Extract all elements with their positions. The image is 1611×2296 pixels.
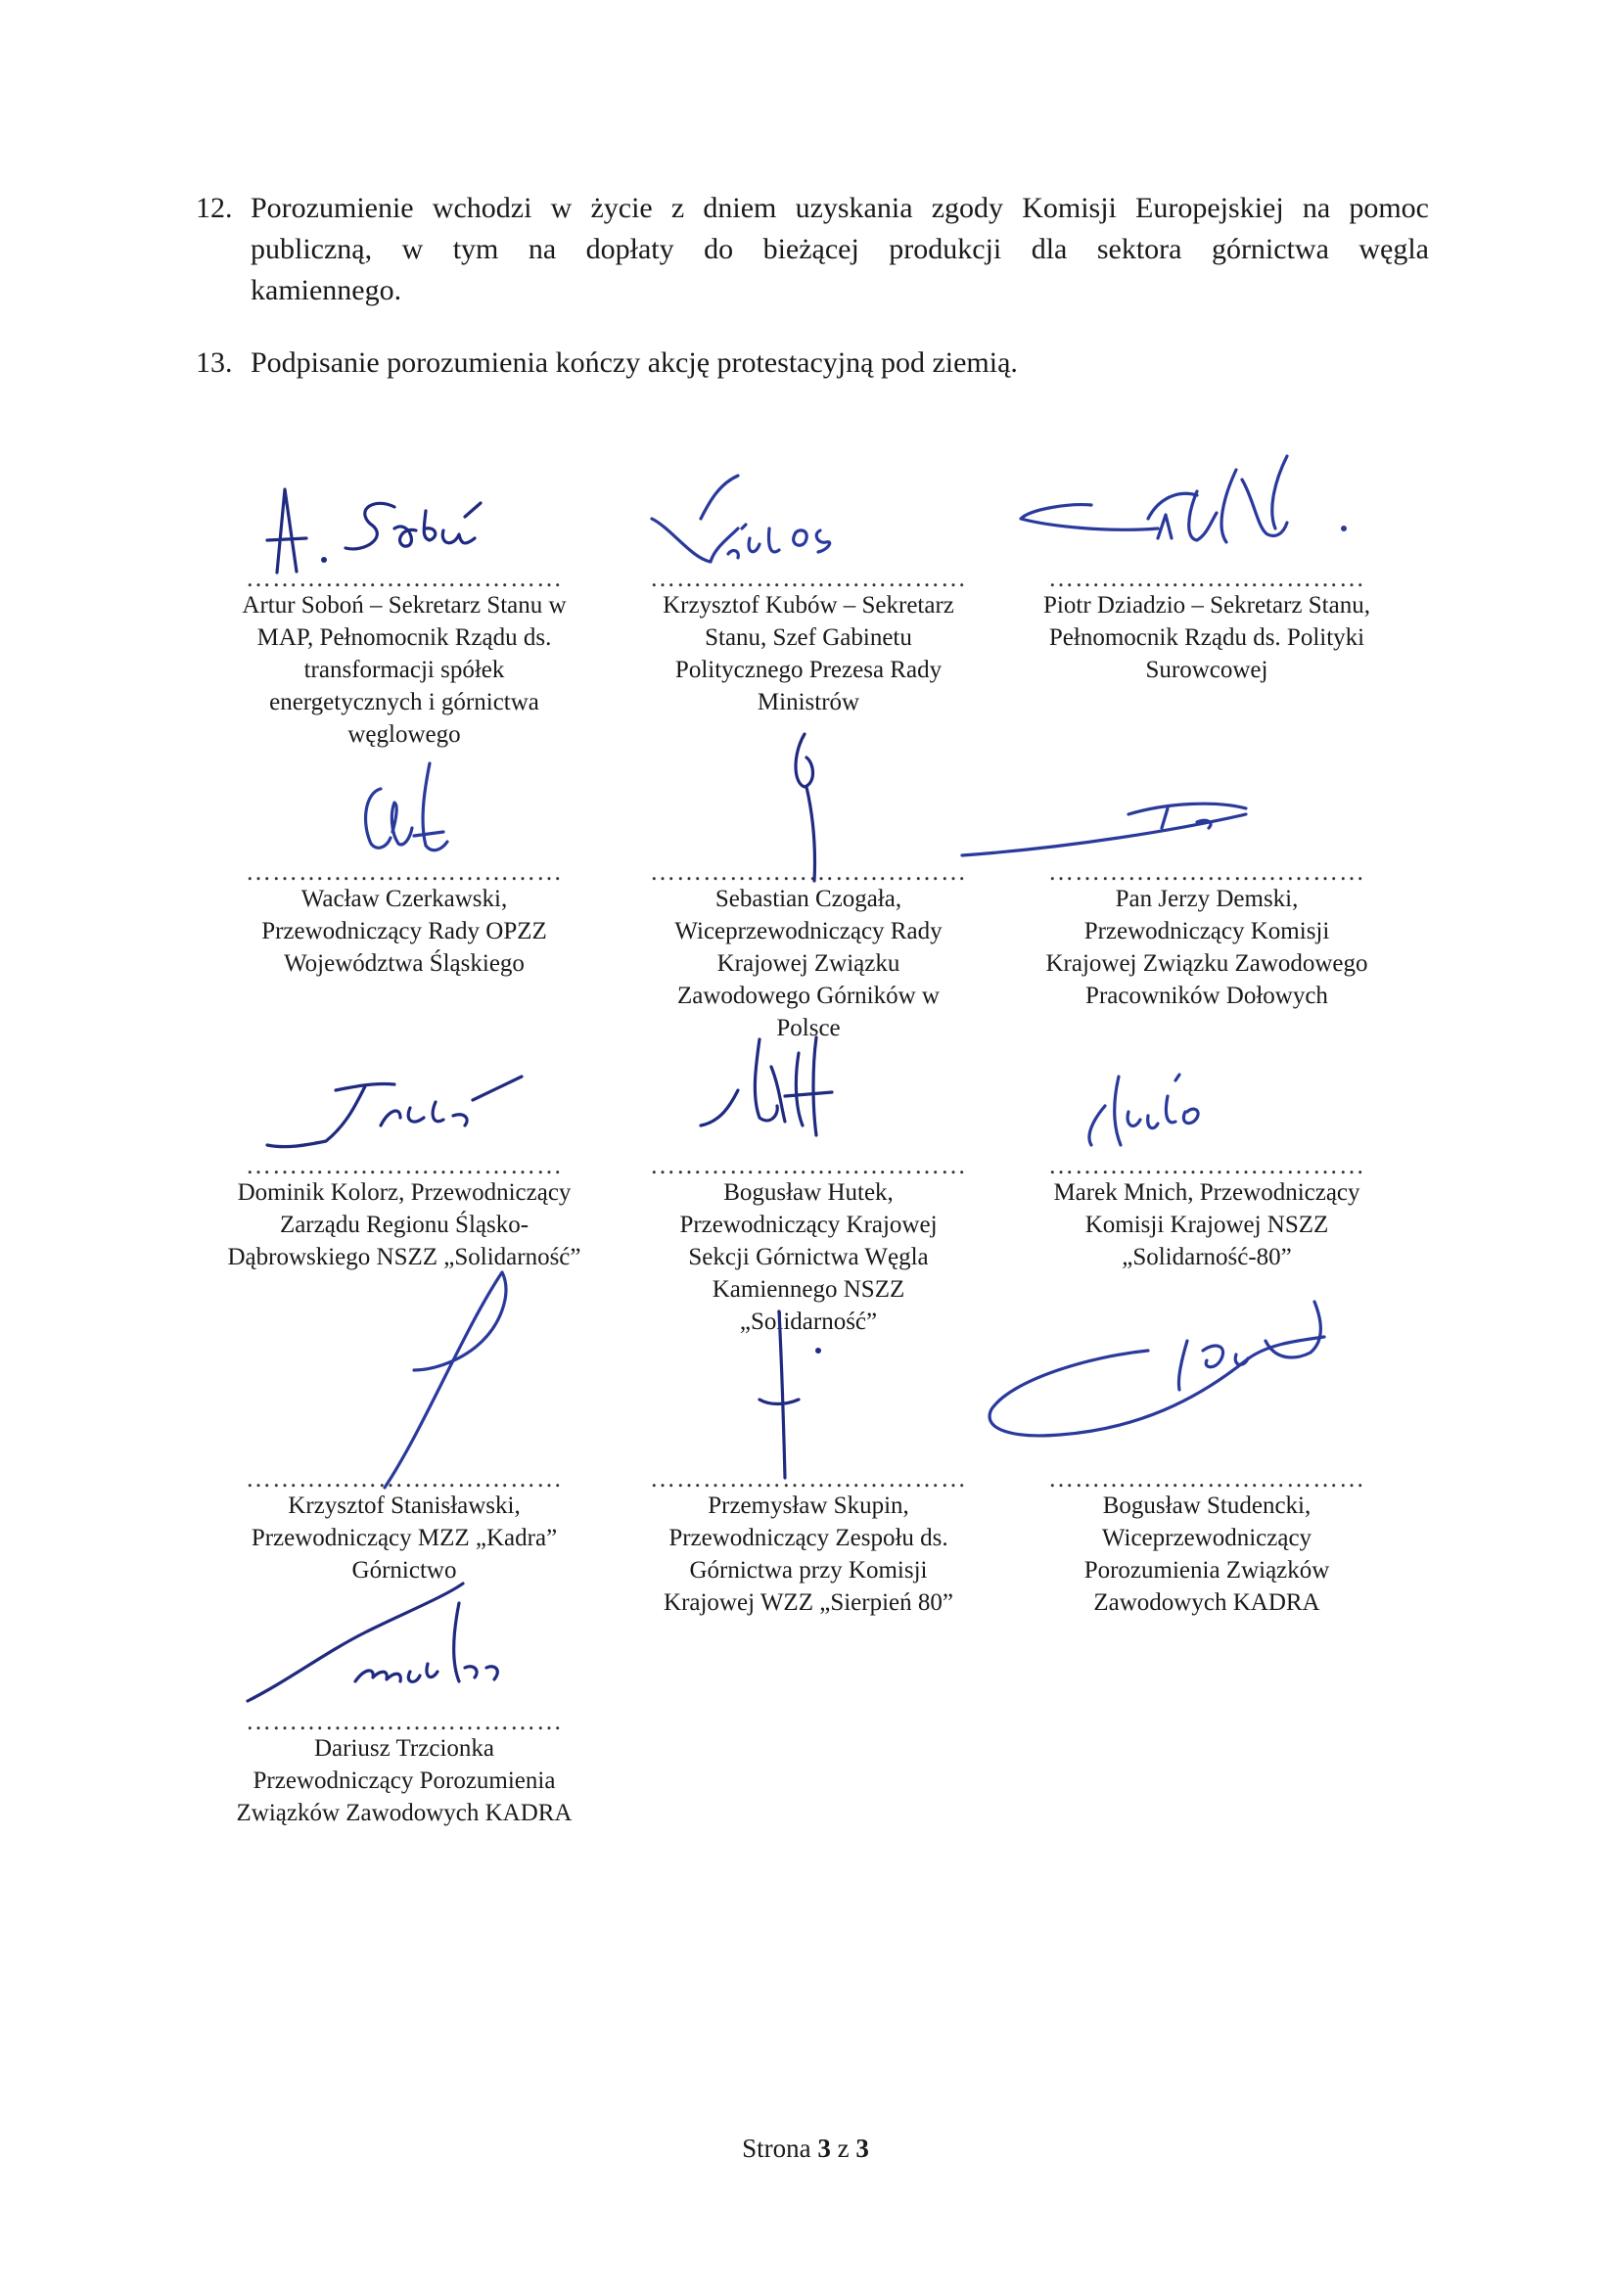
caption-line: Górnictwa przy Komisji — [689, 1557, 928, 1584]
point-text — [251, 343, 1429, 384]
page-separator: z — [837, 2134, 850, 2163]
signatory-caption — [1011, 1490, 1403, 1619]
caption-line: Przemysław Skupin, — [708, 1492, 909, 1519]
handwritten-signature — [208, 1047, 600, 1165]
signature-line: ……………………………… — [246, 857, 563, 886]
signatory-caption — [1011, 1176, 1403, 1273]
handwritten-signature — [613, 1028, 1004, 1165]
total-pages-number: 3 — [855, 2134, 869, 2163]
signatory-caption — [208, 1490, 600, 1586]
caption-line: Dominik Kolorz, Przewodniczący — [237, 1179, 572, 1206]
caption-line: Krajowej Związku — [716, 950, 900, 977]
handwritten-signature — [208, 1574, 600, 1711]
signatory-caption — [1011, 589, 1403, 686]
caption-line: Związków Zawodowych KADRA — [236, 1800, 573, 1826]
point-line: publiczną, w tym na dopłaty do bieżącej produkcji dla sektora górnictwa węgla — [251, 233, 1429, 265]
signature-line: ……………………………… — [246, 1464, 563, 1492]
caption-line: Zarządu Regionu Śląsko- — [279, 1212, 529, 1238]
caption-line: Polsce — [776, 1015, 841, 1041]
signature-line: ……………………………… — [246, 1151, 563, 1179]
caption-line: Krajowej Związku Zawodowego — [1045, 950, 1368, 977]
caption-line: Pracowników Dołowych — [1085, 983, 1328, 1009]
signature-block-studencki — [1011, 1390, 1403, 1616]
signature-block-trzcionka — [208, 1632, 600, 1826]
signatory-caption — [208, 589, 600, 751]
caption-line: Przewodniczący MZZ „Kadra” — [251, 1525, 558, 1551]
signature-block-dziadzio — [1011, 489, 1403, 683]
handwritten-signature — [208, 1263, 600, 1497]
signature-line: ……………………………… — [650, 1151, 967, 1179]
caption-line: Przewodniczący Rady OPZZ — [261, 918, 547, 944]
signature-line: ……………………………… — [246, 1707, 563, 1735]
caption-line: Ministrów — [757, 689, 860, 715]
signatory-caption — [613, 1176, 1004, 1338]
signature-block-czerkawski — [208, 783, 600, 977]
caption-line: Przewodniczący Zespołu ds. — [668, 1525, 948, 1551]
caption-line: Wacław Czerkawski, — [300, 886, 508, 912]
signature-line: ……………………………… — [650, 1464, 967, 1492]
caption-line: Przewodniczący Komisji — [1083, 918, 1330, 944]
caption-line: Krzysztof Stanisławski, — [288, 1492, 521, 1519]
caption-line: Krajowej WZZ „Sierpień 80” — [664, 1589, 953, 1616]
caption-line: Przewodniczący Krajowej — [679, 1212, 938, 1238]
signature-block-stanislawski — [208, 1390, 600, 1584]
handwritten-signature — [208, 754, 600, 871]
page-label: Strona — [742, 2134, 811, 2163]
point-text — [251, 188, 1429, 311]
caption-line: „Solidarność-80” — [1122, 1244, 1292, 1270]
signatory-caption — [613, 883, 1004, 1044]
handwritten-signature — [613, 460, 1004, 577]
handwritten-signature — [208, 470, 600, 577]
caption-line: Artur Soboń – Sekretarz Stanu w — [242, 592, 567, 619]
signature-block-kubow — [613, 489, 1004, 715]
caption-line: Bogusław Hutek, — [723, 1179, 894, 1206]
current-page-number: 3 — [817, 2134, 831, 2163]
handwritten-signature — [972, 1282, 1422, 1478]
caption-line: Zawodowego Górników w — [676, 983, 940, 1009]
caption-line: „Solidarność” — [739, 1309, 878, 1335]
signature-block-demski — [1011, 783, 1403, 1009]
caption-line: Dąbrowskiego NSZZ „Solidarność” — [227, 1244, 581, 1270]
point-line: kamiennego. — [251, 274, 402, 306]
signatory-caption — [208, 1176, 600, 1273]
point-line: Porozumienie wchodzi w życie z dniem uzyskania zgody Komisji Europejskiej na pomoc — [251, 192, 1429, 224]
caption-line: Marek Mnich, Przewodniczący — [1053, 1179, 1360, 1206]
caption-line: Porozumienia Związków — [1083, 1557, 1330, 1584]
signature-line: ……………………………… — [1048, 564, 1365, 592]
caption-line: Wiceprzewodniczący — [1101, 1525, 1312, 1551]
signature-line: ……………………………… — [1048, 857, 1365, 886]
caption-line: Kamiennego NSZZ — [712, 1276, 905, 1303]
caption-line: Bogusław Studencki, — [1102, 1492, 1312, 1519]
caption-line: Sebastian Czogała, — [714, 886, 902, 912]
signature-line: ……………………………… — [650, 857, 967, 886]
signature-block-skupin — [613, 1390, 1004, 1616]
caption-line: MAP, Pełnomocnik Rządu ds. — [256, 624, 552, 651]
point-number: 13. — [196, 346, 233, 379]
caption-line: Województwa Śląskiego — [284, 950, 525, 977]
signature-line: ……………………………… — [1048, 1151, 1365, 1179]
caption-line: Zawodowych KADRA — [1093, 1589, 1320, 1616]
caption-line: węglowego — [347, 721, 461, 748]
caption-line: Dariusz Trzcionka — [314, 1735, 494, 1762]
signature-block-sobon — [208, 489, 600, 748]
signature-block-hutek — [613, 1077, 1004, 1335]
caption-line: Przewodniczący Porozumienia — [253, 1768, 556, 1794]
signature-line: ……………………………… — [1048, 1464, 1365, 1492]
signature-block-kolorz — [208, 1077, 600, 1270]
signatory-caption — [208, 1732, 600, 1829]
point-13 — [196, 343, 1429, 384]
signatory-caption — [613, 589, 1004, 718]
caption-line: energetycznych i górnictwa — [269, 689, 539, 715]
caption-line: Politycznego Prezesa Rady — [674, 657, 943, 683]
point-line: Podpisanie porozumienia kończy akcję protestacyjną pod ziemią. — [251, 346, 1018, 379]
caption-line: Piotr Dziadzio – Sekretarz Stanu, — [1043, 592, 1370, 619]
signature-line: ……………………………… — [650, 564, 967, 592]
caption-line: Sekcji Górnictwa Węgla — [688, 1244, 929, 1270]
caption-line: Surowcowej — [1145, 657, 1268, 683]
signature-block-czogala — [613, 783, 1004, 1041]
signature-block-mnich — [1011, 1077, 1403, 1270]
caption-line: Pełnomocnik Rządu ds. Polityki — [1048, 624, 1365, 651]
caption-line: Krzysztof Kubów – Sekretarz — [663, 592, 954, 619]
handwritten-signature — [952, 754, 1363, 871]
signature-line: ……………………………… — [246, 564, 563, 592]
caption-line: transformacji spółek — [303, 657, 505, 683]
handwritten-signature — [1011, 1047, 1403, 1165]
caption-line: Stanu, Szef Gabinetu — [705, 624, 912, 651]
signatory-caption — [1011, 883, 1403, 1012]
caption-line: Wiceprzewodniczący Rady — [674, 918, 943, 944]
signatory-caption — [208, 883, 600, 980]
point-number: 12. — [196, 192, 233, 224]
caption-line: Komisji Krajowej NSZZ — [1084, 1212, 1329, 1238]
point-12 — [196, 188, 1429, 311]
caption-line: Górnictwo — [351, 1557, 457, 1584]
page-footer — [0, 2134, 1611, 2164]
signatory-caption — [613, 1490, 1004, 1619]
caption-line: Pan Jerzy Demski, — [1115, 886, 1299, 912]
handwritten-signature — [1011, 440, 1422, 568]
